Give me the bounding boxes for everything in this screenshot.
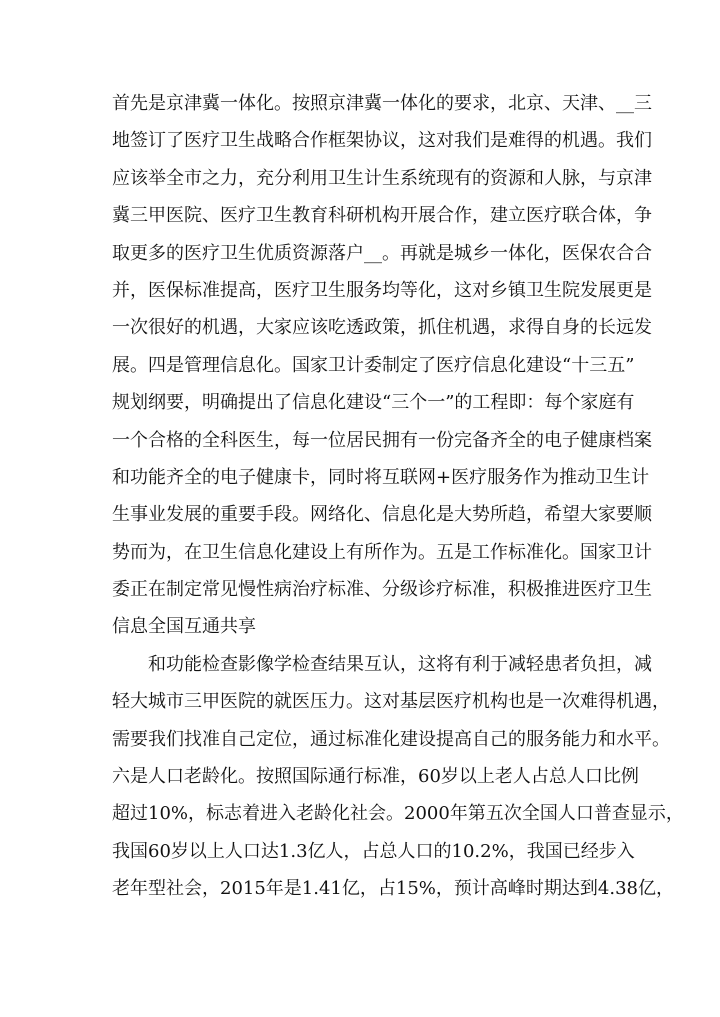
- text-line: 一次很好的机遇，大家应该吃透政策，抓住机遇，求得自身的长远发: [112, 317, 652, 339]
- paragraph-1: [112, 85, 652, 646]
- text-line: 轻大城市三甲医院的就医压力。这对基层医疗机构也是一次难得机遇，: [112, 691, 670, 713]
- text-line: 首先是京津冀一体化。按照京津冀一体化的要求，北京、天津、__三: [112, 93, 652, 114]
- text-line: 老年型社会，2015年是1.41亿，占15%，预计高峰时期达到4.38亿，: [112, 878, 674, 900]
- text-line: 和功能检查影像学检查结果互认，这将有利于减轻患者负担，减: [148, 653, 652, 675]
- text-line: 超过10%，标志着进入老龄化社会。2000年第五次全国人口普查显示，: [112, 803, 684, 825]
- text-line: 地签订了医疗卫生战略合作框架协议，这对我们是难得的机遇。我们: [112, 130, 652, 152]
- text-line: 展。四是管理信息化。国家卫计委制定了医疗信息化建设“十三五”: [112, 354, 635, 376]
- document-body: [112, 85, 684, 908]
- text-line: 生事业发展的重要手段。网络化、信息化是大势所趋，希望大家要顺: [112, 504, 652, 526]
- text-line: 规划纲要，明确提出了信息化建设“三个一”的工程即：每个家庭有: [112, 392, 635, 414]
- text-line: 势而为，在卫生信息化建设上有所作为。五是工作标准化。国家卫计: [112, 541, 652, 563]
- text-line: 和功能齐全的电子健康卡，同时将互联网+医疗服务作为推动卫生计: [112, 466, 650, 488]
- text-line: 需要我们找准自己定位，通过标准化建设提高自己的服务能力和水平。: [112, 728, 670, 750]
- paragraph-2: [112, 646, 684, 908]
- text-line: 取更多的医疗卫生优质资源落户__。再就是城乡一体化，医保农合合: [112, 242, 652, 264]
- text-line: 一个合格的全科医生，每一位居民拥有一份完备齐全的电子健康档案: [112, 429, 652, 451]
- text-line: 并，医保标准提高，医疗卫生服务均等化，这对乡镇卫生院发展更是: [112, 279, 652, 301]
- text-line: 我国60岁以上人口达1.3亿人，占总人口的10.2%，我国已经步入: [112, 840, 635, 862]
- text-line: 冀三甲医院、医疗卫生教育科研机构开展合作，建立医疗联合体，争: [112, 205, 652, 227]
- text-line: 六是人口老龄化。按照国际通行标准，60岁以上老人占总人口比例: [112, 766, 639, 788]
- text-line: 委正在制定常见慢性病治疗标准、分级诊疗标准，积极推进医疗卫生: [112, 579, 652, 601]
- text-line: 信息全国互通共享: [112, 616, 256, 638]
- text-line: 应该举全市之力，充分利用卫生计生系统现有的资源和人脉，与京津: [112, 167, 652, 189]
